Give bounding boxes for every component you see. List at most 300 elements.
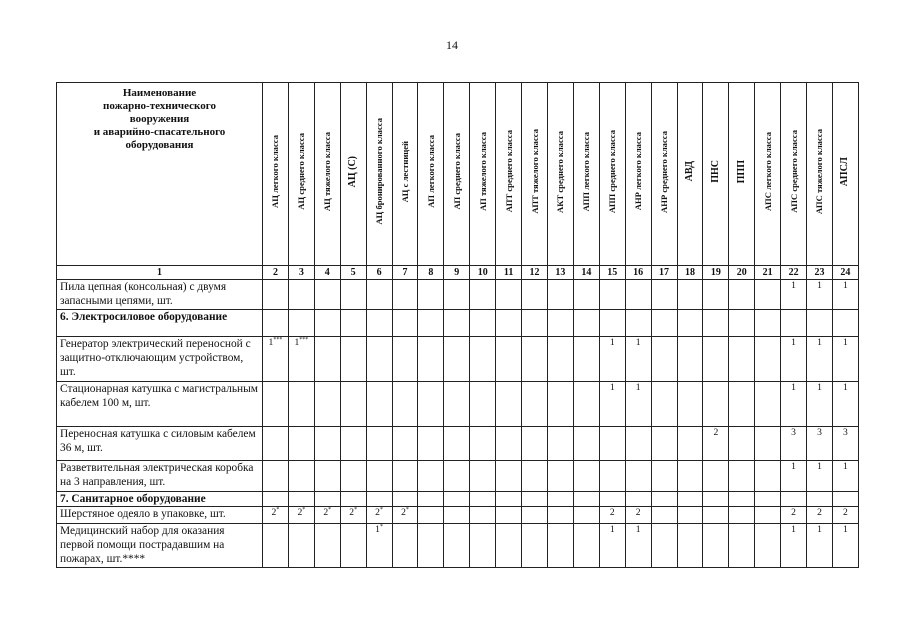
column-number: 21 [755,266,781,280]
value-cell [470,461,496,492]
value-cell [651,280,677,310]
value-cell [288,427,314,461]
header-name-line: оборудования [125,139,194,151]
table-row [57,427,859,461]
value-cell [573,337,599,382]
value-cell [522,524,548,568]
value-cell [599,280,625,310]
value-cell: 1 [781,280,807,310]
value-cell [807,310,833,337]
value-cell [263,492,289,507]
column-number: 14 [573,266,599,280]
value-cell [599,310,625,337]
value-cell [755,524,781,568]
value-cell [263,310,289,337]
value-cell [677,427,703,461]
equipment-name: Пила цепная (консольная) с двумя запасными цепями, шт. [57,280,263,310]
column-header-label: АЦ легкого класса [270,135,281,208]
value-cell [651,382,677,427]
value-cell [340,427,366,461]
value-cell [755,427,781,461]
value-cell [522,280,548,310]
value-cell [677,382,703,427]
value-cell [496,310,522,337]
value-cell [729,461,755,492]
header-name-line: пожарно-технического [103,100,216,112]
value-cell [496,337,522,382]
value-cell [366,280,392,310]
value-cell [444,280,470,310]
value-cell: 2* [314,507,340,524]
column-header-label: АЦ тяжелого класса [322,131,333,212]
value-cell [729,310,755,337]
column-header-label: АЦ среднего класса [296,133,307,210]
column-number: 17 [651,266,677,280]
value-cell: 1 [832,337,858,382]
value-cell [625,310,651,337]
value-cell: 1 [832,524,858,568]
table-row [57,382,859,427]
value-cell: 1 [599,337,625,382]
value-cell [573,427,599,461]
column-header-label: АКТ среднего класса [555,130,566,213]
value-cell [832,310,858,337]
value-cell [496,280,522,310]
value-cell: 1 [807,524,833,568]
column-header [703,83,729,266]
value-cell [366,310,392,337]
table-row [57,337,859,382]
value-cell [314,524,340,568]
value-cell [729,280,755,310]
value-cell [781,310,807,337]
value-cell: 2 [807,507,833,524]
column-number: 19 [703,266,729,280]
column-number: 23 [807,266,833,280]
column-header-label: АПП легкого класса [581,131,592,212]
header-cell-name [57,83,263,266]
value-cell [470,507,496,524]
value-cell [547,492,573,507]
value-cell [288,310,314,337]
value-cell: 2* [288,507,314,524]
value-cell [651,507,677,524]
column-header-label: АПС тяжелого класса [814,128,825,215]
section-row [57,310,859,337]
column-header-label: АВД [683,161,695,182]
value-cell [522,461,548,492]
value-cell [547,337,573,382]
value-cell [366,461,392,492]
column-header-label: ППП [735,159,747,184]
value-cell [418,382,444,427]
column-header-label: ПНС [709,160,721,183]
value-cell [444,524,470,568]
table-row [57,461,859,492]
value-cell [703,382,729,427]
column-header [470,83,496,266]
value-cell [703,492,729,507]
column-number: 5 [340,266,366,280]
column-number: 9 [444,266,470,280]
column-header [807,83,833,266]
value-cell [392,280,418,310]
column-header [366,83,392,266]
value-cell: 2 [703,427,729,461]
value-cell [418,337,444,382]
value-cell [547,382,573,427]
value-cell [263,524,289,568]
column-header-label: АЦ (С) [347,155,359,188]
value-cell [729,427,755,461]
value-cell: 2* [340,507,366,524]
value-cell [418,310,444,337]
value-cell [807,492,833,507]
equipment-table [56,82,859,568]
value-cell [392,524,418,568]
column-header [496,83,522,266]
value-cell [314,382,340,427]
value-cell [496,524,522,568]
table-row [57,524,859,568]
value-cell [496,507,522,524]
value-cell: 1 [807,280,833,310]
value-cell [444,492,470,507]
value-cell [832,492,858,507]
value-cell [496,461,522,492]
column-header-label: АПТ тяжелого класса [529,129,540,214]
value-cell [677,310,703,337]
equipment-name: Стационарная катушка с магистральным кабелем 100 м, шт. [57,382,263,427]
value-cell [703,524,729,568]
value-cell: 2 [832,507,858,524]
column-number: 1 [57,266,263,280]
value-cell: 1* [366,524,392,568]
value-cell [392,461,418,492]
value-cell: 1 [832,382,858,427]
value-cell: 1 [781,337,807,382]
column-number: 12 [522,266,548,280]
header-name-line: Наименование [122,87,197,99]
value-cell [444,310,470,337]
value-cell [444,507,470,524]
column-number: 10 [470,266,496,280]
column-header-label: АПС среднего класса [788,130,799,213]
value-cell [522,382,548,427]
value-cell [573,492,599,507]
column-header-label: АЦ с лестницей [399,140,410,203]
column-header [677,83,703,266]
value-cell [263,280,289,310]
value-cell [755,461,781,492]
value-cell [444,427,470,461]
value-cell [470,310,496,337]
column-number: 16 [625,266,651,280]
value-cell [392,382,418,427]
value-cell [496,492,522,507]
value-cell: 2* [366,507,392,524]
column-number: 4 [314,266,340,280]
value-cell [755,280,781,310]
value-cell [573,461,599,492]
table-body [57,280,859,568]
column-number: 3 [288,266,314,280]
value-cell [755,382,781,427]
header-name-line: вооружения [129,113,190,125]
column-number: 2 [263,266,289,280]
value-cell [340,280,366,310]
column-header-label: АП среднего класса [451,133,462,210]
value-cell [547,427,573,461]
page-number: 14 [446,38,458,52]
value-cell: 1 [599,524,625,568]
value-cell [703,507,729,524]
column-header-label: АПП среднего класса [607,129,618,214]
column-number: 11 [496,266,522,280]
value-cell [625,280,651,310]
header-row [57,83,859,266]
value-cell: 1 [599,382,625,427]
value-cell [677,337,703,382]
value-cell [470,427,496,461]
value-cell [314,461,340,492]
value-cell [263,427,289,461]
value-cell [677,524,703,568]
column-header-label: АП легкого класса [425,135,436,208]
value-cell: 1 [781,461,807,492]
value-cell [573,382,599,427]
value-cell [755,337,781,382]
column-header [288,83,314,266]
value-cell [677,492,703,507]
equipment-name: Шерстяное одеяло в упаковке, шт. [57,507,263,524]
value-cell [444,337,470,382]
value-cell: 1 [807,337,833,382]
value-cell [340,492,366,507]
value-cell: 1 [625,337,651,382]
value-cell [418,427,444,461]
value-cell [340,524,366,568]
value-cell [599,492,625,507]
value-cell: 2* [392,507,418,524]
value-cell [547,524,573,568]
value-cell: 1 [781,382,807,427]
value-cell [340,382,366,427]
value-cell [470,280,496,310]
value-cell [547,280,573,310]
value-cell [366,492,392,507]
value-cell [392,492,418,507]
value-cell [781,492,807,507]
value-cell [522,507,548,524]
column-header [832,83,858,266]
value-cell [470,492,496,507]
column-header-label: АП тяжелого класса [477,132,488,211]
section-title: 7. Санитарное оборудование [57,492,263,507]
value-cell [625,427,651,461]
value-cell [547,507,573,524]
column-number: 24 [832,266,858,280]
value-cell: 1*** [288,337,314,382]
value-cell: 2 [781,507,807,524]
value-cell [314,427,340,461]
value-cell [496,427,522,461]
column-number-row [57,266,859,280]
value-cell [340,310,366,337]
value-cell [444,461,470,492]
value-cell [573,280,599,310]
value-cell: 1 [625,382,651,427]
column-header [522,83,548,266]
column-header-label: АПТ среднего класса [503,130,514,213]
value-cell [573,310,599,337]
value-cell: 3 [781,427,807,461]
value-cell: 2* [263,507,289,524]
value-cell: 1 [807,461,833,492]
value-cell [418,524,444,568]
value-cell [703,280,729,310]
value-cell [547,310,573,337]
value-cell [418,461,444,492]
column-header [651,83,677,266]
value-cell [522,492,548,507]
column-number: 8 [418,266,444,280]
column-number: 22 [781,266,807,280]
column-header [599,83,625,266]
value-cell [729,337,755,382]
value-cell [651,427,677,461]
column-header [625,83,651,266]
value-cell [340,461,366,492]
value-cell [522,337,548,382]
value-cell: 1 [781,524,807,568]
column-header-label: АНР среднего класса [659,130,670,213]
header-name-line: и аварийно-спасательного [93,126,226,138]
table-row [57,280,859,310]
value-cell [573,524,599,568]
value-cell [392,427,418,461]
column-header [755,83,781,266]
value-cell [703,461,729,492]
value-cell [288,461,314,492]
value-cell [418,280,444,310]
section-row [57,492,859,507]
value-cell [314,310,340,337]
value-cell [470,524,496,568]
value-cell [366,427,392,461]
value-cell: 1*** [263,337,289,382]
column-header-label: АЦ бронированного класса [374,118,385,225]
column-header-label: АПС легкого класса [762,132,773,211]
column-header [314,83,340,266]
value-cell [547,461,573,492]
value-cell [366,382,392,427]
value-cell [314,492,340,507]
value-cell [444,382,470,427]
value-cell [703,337,729,382]
value-cell [288,280,314,310]
table-row [57,507,859,524]
value-cell [651,337,677,382]
value-cell [599,461,625,492]
value-cell [418,507,444,524]
column-number: 7 [392,266,418,280]
value-cell [366,337,392,382]
value-cell: 1 [625,524,651,568]
equipment-name: Медицинский набор для оказания первой помощи пострадавшим на пожарах, шт.**** [57,524,263,568]
value-cell [418,492,444,507]
value-cell [470,382,496,427]
value-cell [703,310,729,337]
section-title: 6. Электросиловое оборудование [57,310,263,337]
value-cell: 2 [625,507,651,524]
column-number: 13 [547,266,573,280]
column-header [781,83,807,266]
column-number: 18 [677,266,703,280]
column-header [392,83,418,266]
value-cell [263,461,289,492]
equipment-name: Переносная катушка с силовым кабелем 36 м, шт. [57,427,263,461]
value-cell [729,507,755,524]
equipment-name: Разветвительная электрическая коробка на 3 направления, шт. [57,461,263,492]
value-cell: 2 [599,507,625,524]
value-cell [625,461,651,492]
value-cell [314,337,340,382]
value-cell [729,492,755,507]
column-header [547,83,573,266]
value-cell: 3 [832,427,858,461]
value-cell [288,382,314,427]
column-number: 6 [366,266,392,280]
value-cell [496,382,522,427]
column-header [418,83,444,266]
value-cell [729,382,755,427]
value-cell [755,492,781,507]
value-cell: 3 [807,427,833,461]
value-cell [625,492,651,507]
column-header [340,83,366,266]
value-cell [392,310,418,337]
column-header-label: АНР легкого класса [633,132,644,211]
column-header [573,83,599,266]
value-cell [392,337,418,382]
value-cell [677,507,703,524]
value-cell: 1 [807,382,833,427]
value-cell [470,337,496,382]
value-cell: 1 [832,280,858,310]
value-cell [651,524,677,568]
value-cell [288,492,314,507]
value-cell [755,507,781,524]
value-cell [677,461,703,492]
column-number: 15 [599,266,625,280]
column-header [263,83,289,266]
value-cell [573,507,599,524]
value-cell [314,280,340,310]
value-cell [288,524,314,568]
value-cell [755,310,781,337]
equipment-name: Генератор электрический переносной с защитно-отключающим устройством, шт. [57,337,263,382]
value-cell [651,461,677,492]
value-cell [677,280,703,310]
value-cell [263,382,289,427]
value-cell: 1 [832,461,858,492]
value-cell [522,310,548,337]
value-cell [651,492,677,507]
value-cell [651,310,677,337]
value-cell [340,337,366,382]
value-cell [599,427,625,461]
